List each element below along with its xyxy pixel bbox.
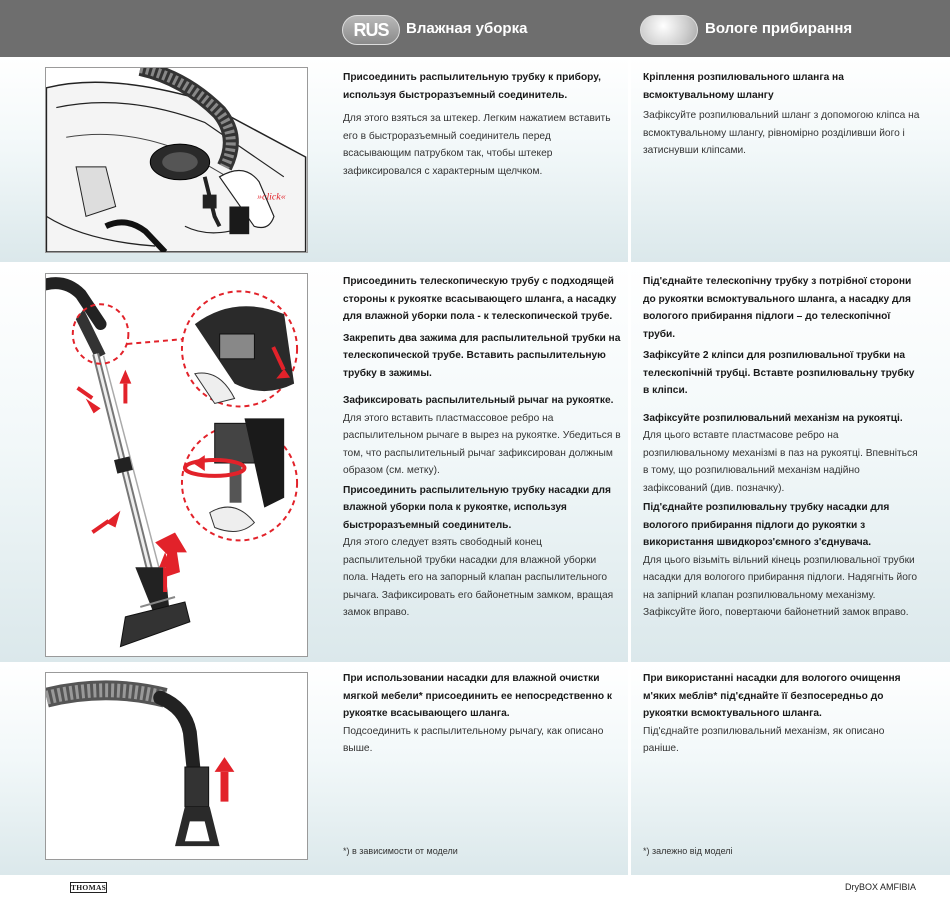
instruction-heading: Присоединить распылительную трубку насадки для влажной уборки пола к рукоятке, используя быстроразъемный соединитель.	[343, 484, 611, 531]
instruction-heading: При использовании насадки для влажной очистки мягкой мебели* присоединить ее непосредственно к рукоятке всасывающего шланга.	[343, 673, 612, 719]
instruction-text: Для цього вставте пластмасове ребро на розпилювальному механізмі в паз на рукоятці. Впевніться в тому, що розпилювальний механізм надійно зафіксований (див. позначку).	[643, 430, 918, 494]
text-ru-hose-connection	[343, 69, 621, 180]
model-name: DryBOX AMFIBIA	[844, 882, 916, 892]
instruction-heading: Під'єднайте розпилювальну трубку насадки для вологого прибирання підлоги до рукоятки з використання швидкороз'ємного з'єднувача.	[643, 502, 890, 548]
thomas-logo: THOMAS	[71, 883, 107, 892]
footnote-ua: *) залежно від моделі	[643, 846, 733, 856]
language-badge-ua	[640, 15, 698, 45]
column-divider	[628, 664, 631, 875]
upholstery-nozzle-illustration	[46, 673, 307, 859]
column-divider	[628, 57, 631, 262]
instruction-text: Зафіксуйте розпилювальний шланг з допомогою кліпса на всмоктувальному шлангу, рівномірно розділивши його і затиснувши кліпсами.	[643, 110, 920, 156]
instruction-text: Подсоединить к распылительному рычагу, как описано выше.	[343, 725, 604, 754]
instruction-heading: При використанні насадки для вологого очищення м'яких меблів* під'єднайте її безпосередньо до рукоятки всмоктувального шланга.	[643, 673, 901, 719]
figure-upholstery-nozzle	[45, 672, 308, 860]
vacuum-hose-connector-illustration	[46, 68, 307, 252]
telescopic-tube-with-spray-nozzle-illustration	[46, 274, 307, 656]
figure-hose-connector	[45, 67, 308, 253]
text-ua-upholstery-nozzle	[643, 670, 923, 758]
instruction-text: Для этого взяться за штекер. Легким нажатием вставить его в быстроразъемный соединитель перед всасывающим патрубком так, чтобы штекер зафиксировался с характерным щелчком.	[343, 113, 611, 177]
instruction-heading: Під'єднайте телескопічну трубку з потрібної сторони до рукоятки всмоктувального шланга, а насадку для вологого прибирання підлоги – до телескопічної труби.	[643, 276, 912, 340]
instruction-heading: Зафиксировать распылительный рычаг на рукоятке.	[343, 395, 614, 406]
instruction-text: Для цього візьміть вільний кінець розпилювальної трубки насадки для вологого прибирання підлоги. Надягніть його на запірний клапан розпилювальному механізму. Зафіксуйте його, повертаючи байонетний замок вправо.	[643, 554, 918, 618]
instruction-heading: Присоединить распылительную трубку к прибору, используя быстроразъемный соединитель.	[343, 72, 602, 101]
footnote-ru: *) в зависимости от модели	[343, 846, 458, 856]
language-badge-ru	[342, 15, 400, 45]
click-label: »click«	[257, 191, 286, 203]
instruction-text: Під'єднайте розпилювальний механізм, як описано раніше.	[643, 725, 885, 754]
figure-telescopic-tube	[45, 273, 308, 657]
text-ru-telescopic-tube	[343, 273, 621, 622]
section-title-ru: Влажная уборка	[406, 20, 528, 37]
language-badge-label: RUS	[353, 19, 389, 40]
instruction-heading: Зафіксуйте розпилювальний механізм на рукоятці.	[643, 412, 903, 424]
instruction-heading: Закрепить два зажима для распылительной трубки на телескопической трубе. Вставить распылительную трубку в зажимы.	[343, 332, 621, 379]
instruction-heading: Зафіксуйте 2 кліпси для розпилювальної трубки на телескопічній трубці. Вставте розпилювальну трубку в кліпси.	[643, 350, 915, 396]
instruction-text: Для этого вставить пластмассовое ребро на распылительном рычаге в вырез на рукоятке. Убедиться в том, что распылительный рычаг зафиксирован должным образом (см. метку).	[343, 412, 621, 476]
text-ru-upholstery-nozzle	[343, 670, 621, 758]
instruction-text: Для этого следует взять свободный конец распылительной трубки насадки для влажной уборки пола. Надеть его на запорный клапан распылительного рычага. Зафиксировать его байонетным замком, вращая замок вправо.	[343, 537, 614, 618]
text-ua-hose-connection	[643, 69, 923, 160]
instruction-heading: Присоединить телескопическую трубу с подходящей стороны к рукоятке всасывающего шланга, а насадку для влажной уборки пола - к телескопической трубе.	[343, 276, 617, 322]
page-header	[0, 0, 950, 57]
section-title-ua: Вологе прибирання	[705, 20, 853, 37]
column-divider	[628, 264, 631, 662]
instruction-heading: Кріплення розпилювального шланга на всмоктувальному шлангу	[643, 72, 844, 101]
text-ua-telescopic-tube	[643, 273, 923, 622]
